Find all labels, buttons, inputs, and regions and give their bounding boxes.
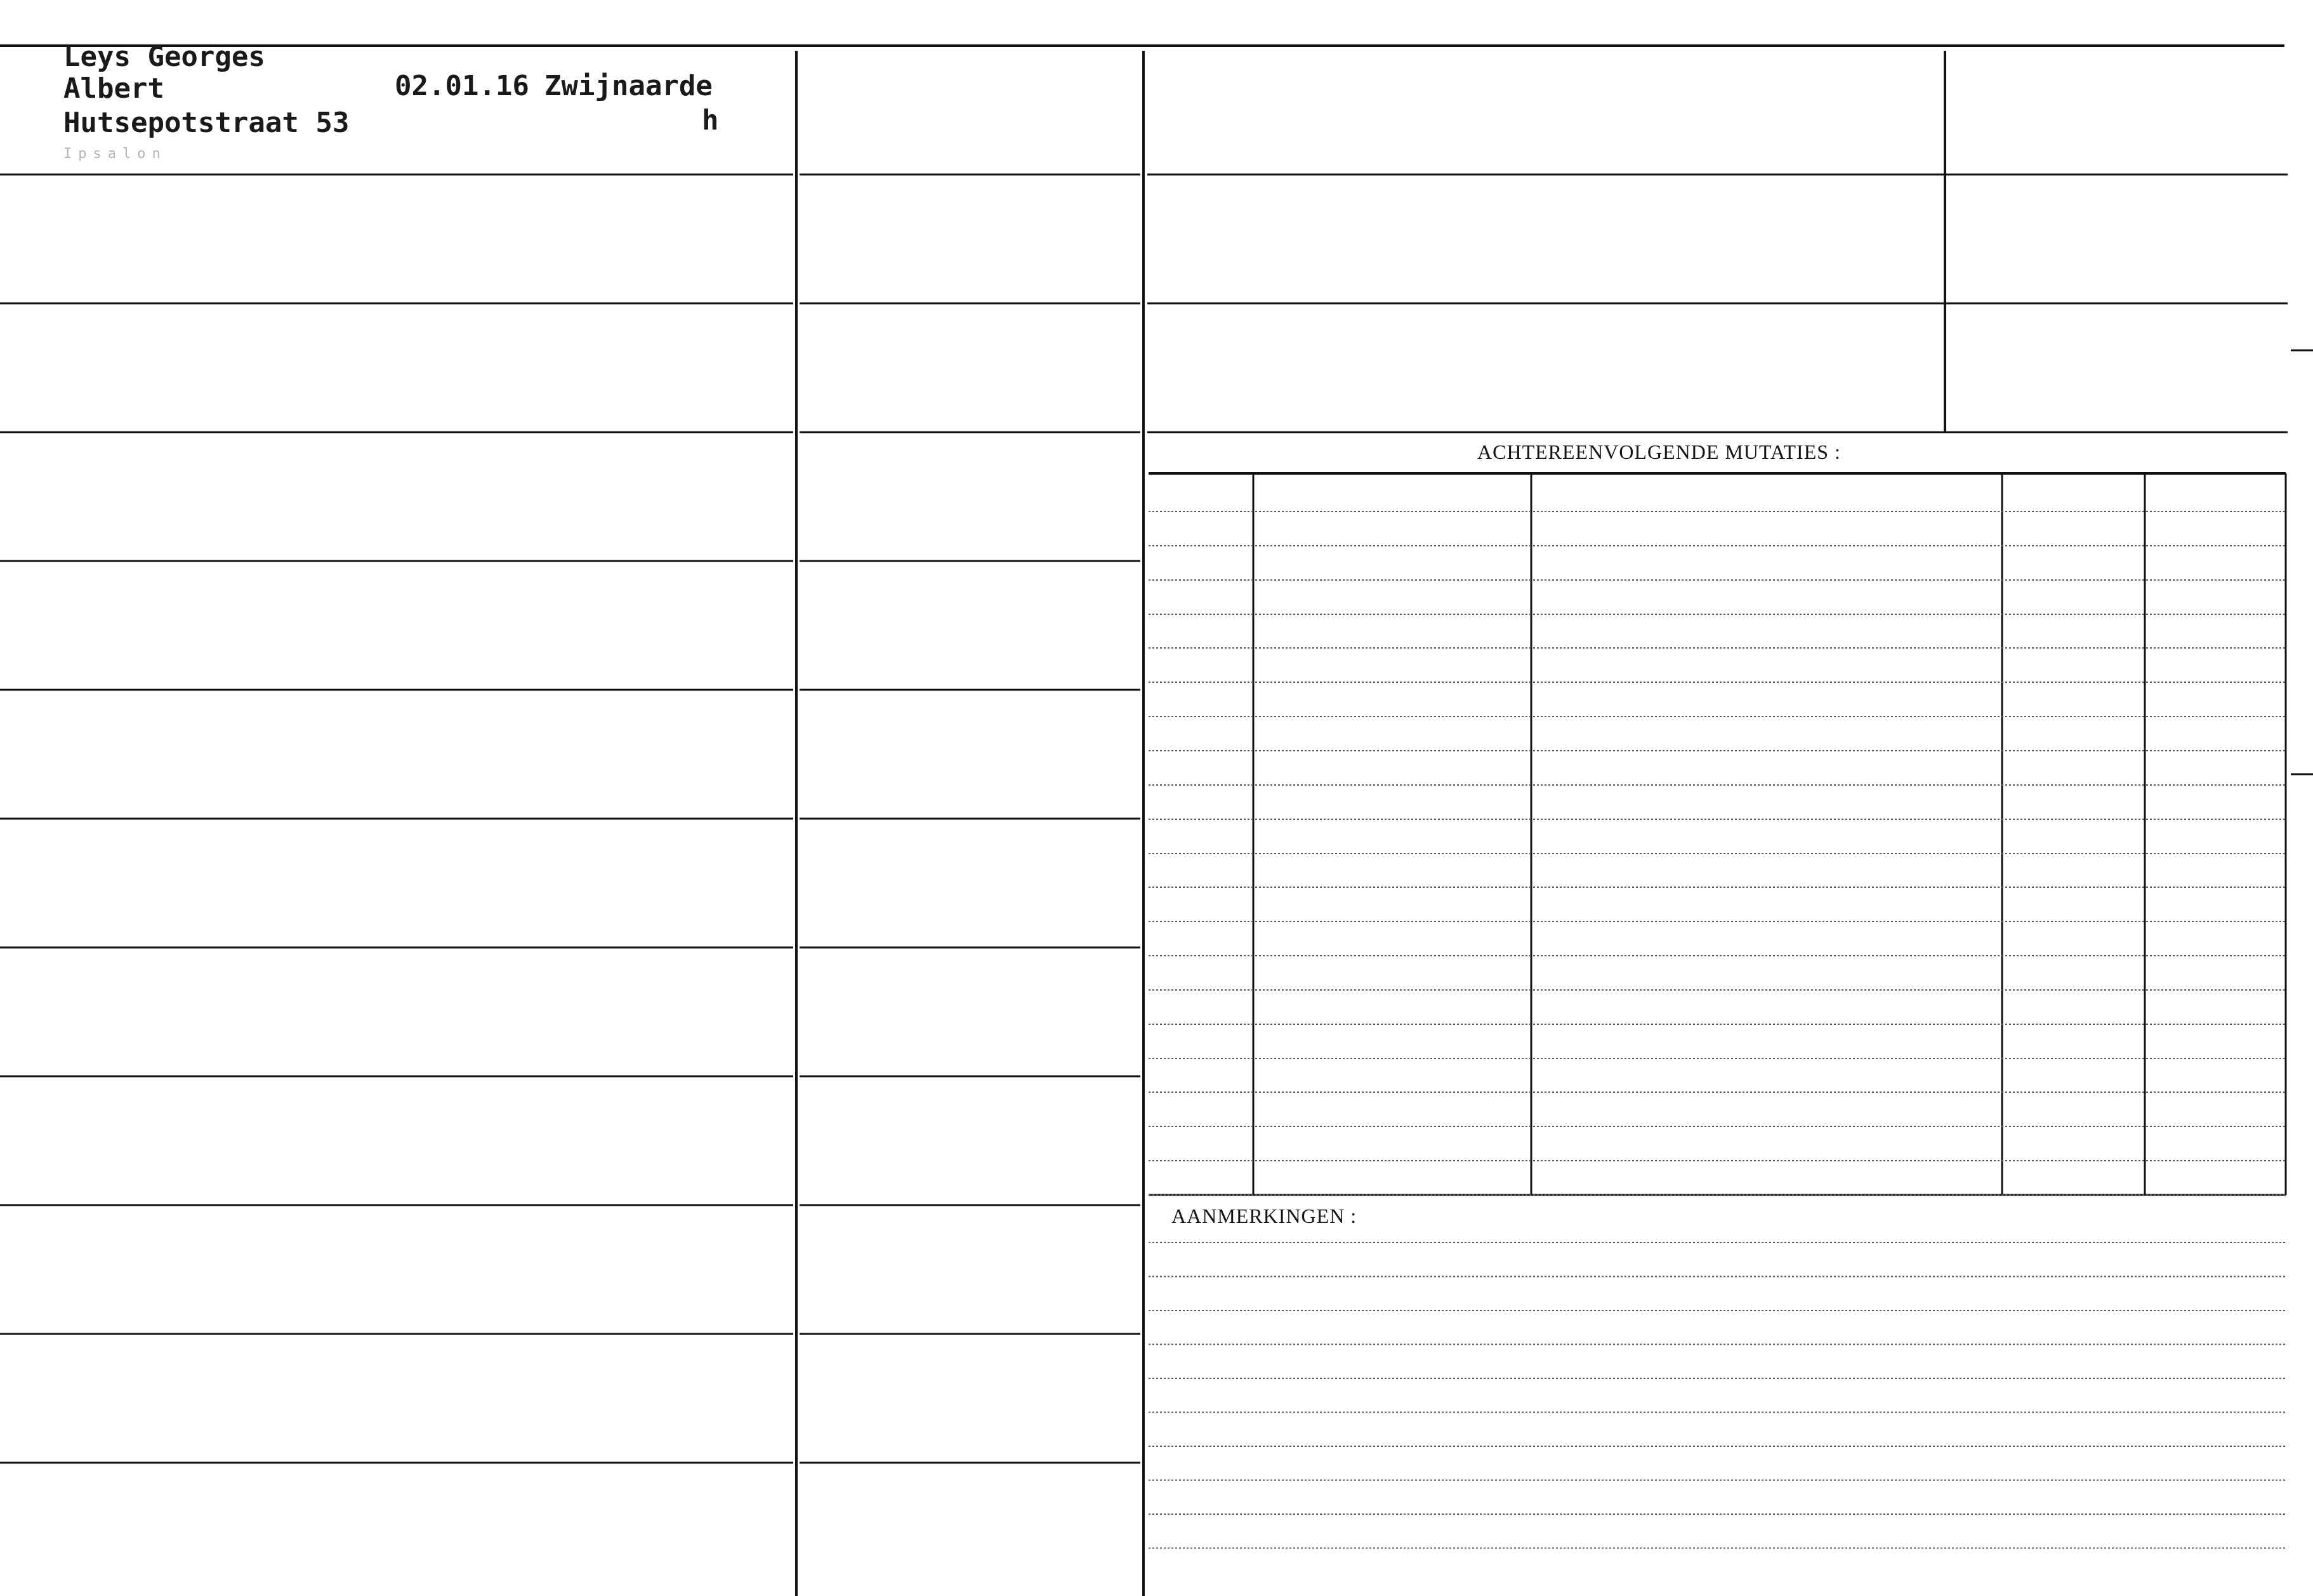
mutations-heading: ACHTEREENVOLGENDE MUTATIES : xyxy=(1477,440,1841,463)
entry-birth-place: Zwijnaarde xyxy=(544,70,713,102)
entry-address: Hutsepotstraat 53 xyxy=(63,107,350,139)
entry-faint-note: Ipsalon xyxy=(63,146,167,162)
entry-gender: h xyxy=(702,104,719,136)
entry-first-name: Albert xyxy=(63,72,164,105)
entry-birth-date: 02.01.16 xyxy=(395,70,529,102)
entry-surname: Leys Georges xyxy=(63,41,265,73)
remarks-heading: AANMERKINGEN : xyxy=(1171,1204,1357,1227)
